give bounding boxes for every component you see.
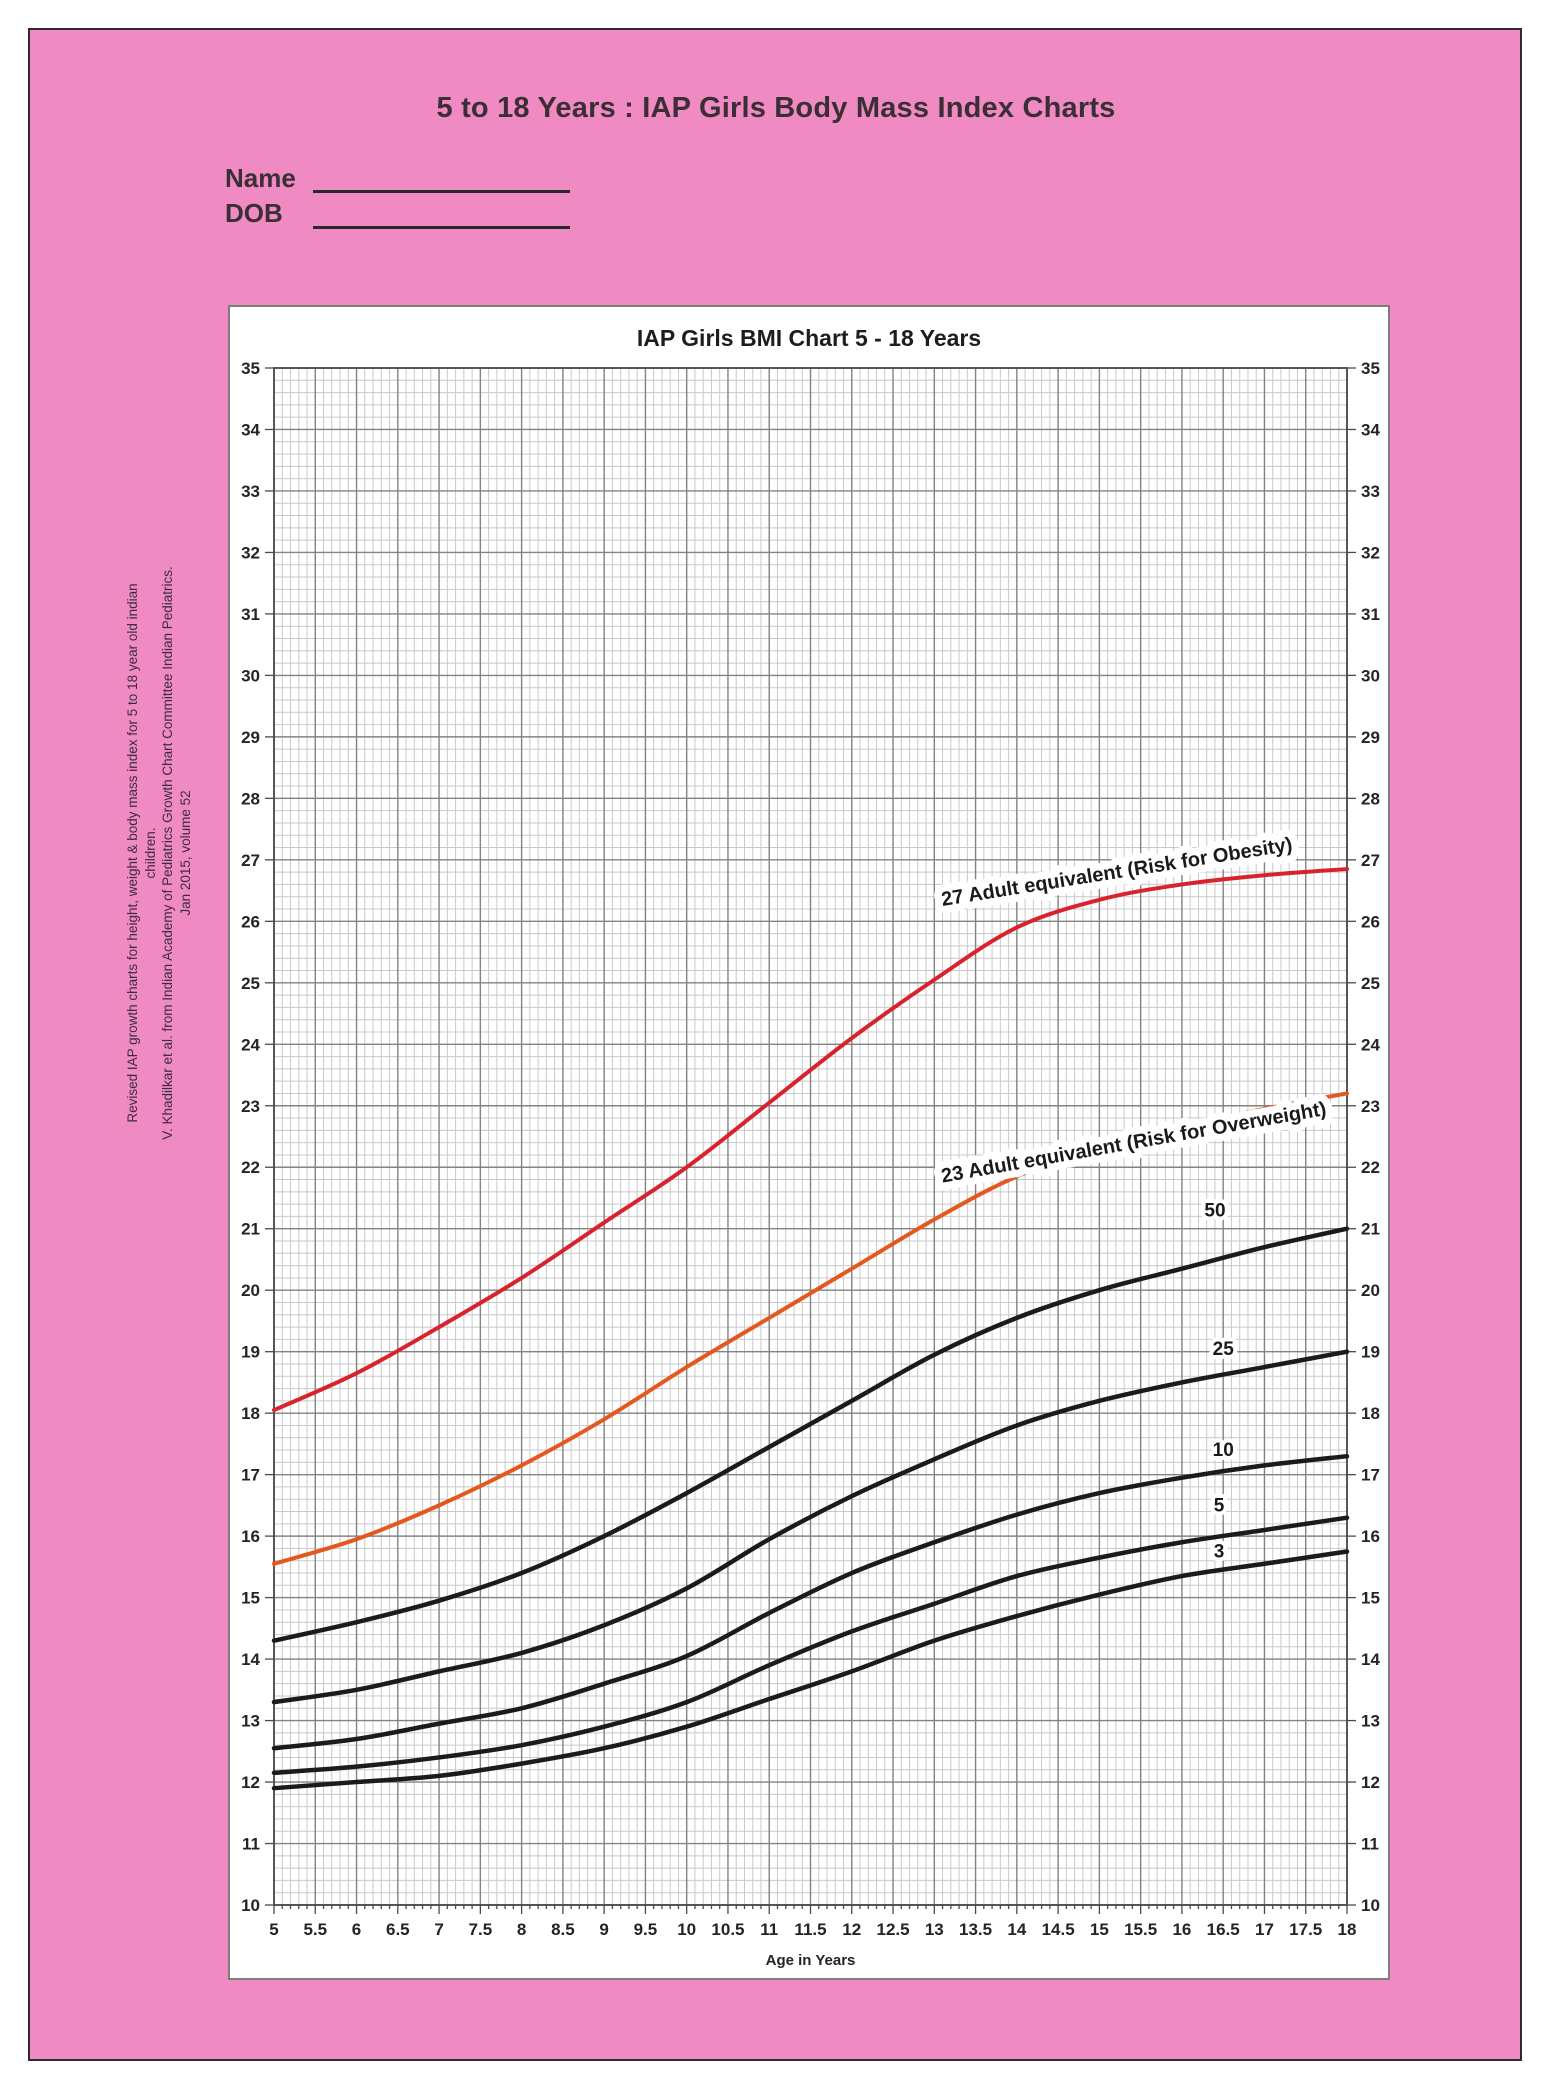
y-tick-label-left: 20	[241, 1281, 260, 1301]
y-tick-label-right: 15	[1361, 1588, 1380, 1608]
x-tick-label: 11	[760, 1920, 779, 1939]
x-tick-label: 12.5	[876, 1920, 910, 1939]
x-axis-title: Age in Years	[765, 1952, 856, 1969]
y-tick-label-right: 21	[1361, 1219, 1380, 1239]
curve-label-p25: 25	[1212, 1338, 1234, 1360]
y-tick-label-right: 31	[1361, 604, 1380, 624]
y-tick-label-left: 14	[241, 1650, 260, 1670]
x-tick-label: 7	[434, 1920, 444, 1939]
y-tick-label-left: 28	[241, 789, 260, 809]
x-tick-label: 12	[842, 1920, 862, 1939]
y-tick-label-left: 32	[241, 543, 260, 563]
x-tick-label: 10	[677, 1920, 697, 1939]
y-tick-label-right: 12	[1361, 1773, 1380, 1793]
y-tick-label-right: 16	[1361, 1527, 1380, 1547]
y-tick-label-right: 34	[1361, 420, 1380, 440]
y-tick-label-left: 21	[241, 1219, 260, 1239]
x-tick-label: 6	[351, 1920, 362, 1939]
y-tick-label-right: 14	[1361, 1650, 1380, 1670]
y-tick-label-left: 25	[241, 973, 260, 993]
chart-panel	[228, 305, 1390, 1980]
bmi-plot	[230, 307, 1392, 1982]
x-tick-label: 6.5	[385, 1920, 410, 1939]
page-title: 5 to 18 Years : IAP Girls Body Mass Index Charts	[436, 92, 1116, 124]
y-tick-label-right: 24	[1361, 1035, 1380, 1055]
dob-label: DOB	[225, 198, 283, 228]
x-tick-label: 9.5	[633, 1920, 658, 1939]
x-tick-label: 17	[1255, 1920, 1274, 1939]
citation-line-2: V. Khadilkar et al. from Indian Academy of Pediatrics Growth Chart Committee Indian Pediatrics. Jan 2015, volume 52	[160, 566, 193, 1140]
dob-blank-line	[313, 226, 570, 229]
y-tick-label-left: 15	[241, 1588, 260, 1608]
x-tick-label: 16.5	[1206, 1920, 1240, 1939]
x-tick-label: 14.5	[1041, 1920, 1075, 1939]
curve-label-p5: 5	[1213, 1495, 1225, 1517]
curve-label-p10: 10	[1212, 1440, 1234, 1462]
y-tick-label-right: 17	[1361, 1465, 1380, 1485]
y-tick-label-right: 13	[1361, 1711, 1380, 1731]
name-blank-line	[313, 190, 570, 193]
y-tick-label-right: 35	[1361, 359, 1380, 378]
y-tick-label-left: 17	[241, 1465, 260, 1485]
y-tick-label-right: 29	[1361, 727, 1380, 747]
name-label: Name	[225, 163, 296, 193]
x-tick-label: 8	[516, 1920, 527, 1939]
y-tick-label-right: 20	[1361, 1281, 1380, 1301]
x-tick-label: 5.5	[303, 1920, 328, 1939]
y-tick-label-right: 23	[1361, 1096, 1380, 1116]
y-tick-label-left: 18	[241, 1404, 260, 1424]
x-tick-label: 5	[269, 1920, 279, 1939]
y-tick-label-left: 12	[241, 1773, 260, 1793]
y-tick-label-left: 26	[241, 912, 260, 932]
citation-text	[124, 560, 194, 1146]
y-tick-label-left: 16	[241, 1527, 260, 1547]
y-tick-label-right: 28	[1361, 789, 1380, 809]
y-tick-label-left: 11	[242, 1834, 260, 1854]
y-tick-label-left: 24	[241, 1035, 260, 1055]
y-tick-label-right: 10	[1361, 1896, 1380, 1915]
y-tick-label-left: 13	[241, 1711, 260, 1731]
y-tick-label-left: 27	[241, 850, 260, 870]
x-tick-label: 16	[1172, 1920, 1192, 1939]
y-tick-label-right: 18	[1361, 1404, 1380, 1424]
y-tick-label-left: 31	[241, 604, 260, 624]
curve-label-adult23: 23 Adult equivalent (Risk for Overweight)	[939, 1098, 1328, 1188]
y-tick-label-right: 25	[1361, 973, 1380, 993]
y-tick-label-left: 33	[241, 481, 260, 501]
x-tick-label: 14	[1007, 1920, 1027, 1939]
y-tick-label-left: 19	[241, 1342, 260, 1362]
y-tick-label-right: 22	[1361, 1158, 1380, 1178]
y-tick-label-left: 10	[241, 1896, 260, 1915]
x-tick-label: 17.5	[1289, 1920, 1323, 1939]
y-tick-label-left: 30	[241, 666, 260, 686]
x-tick-label: 10.5	[711, 1920, 745, 1939]
y-tick-label-left: 29	[241, 727, 260, 747]
curve-label-p3: 3	[1213, 1541, 1225, 1563]
y-tick-label-right: 27	[1361, 850, 1380, 870]
y-tick-label-right: 26	[1361, 912, 1380, 932]
curve-label-p50: 50	[1204, 1200, 1226, 1222]
x-tick-label: 11.5	[794, 1920, 827, 1939]
y-tick-label-right: 32	[1361, 543, 1380, 563]
x-tick-label: 7.5	[468, 1920, 493, 1939]
curve-label-adult27: 27 Adult equivalent (Risk for Obesity)	[939, 833, 1294, 911]
x-tick-label: 8.5	[551, 1920, 575, 1939]
x-tick-label: 15	[1089, 1920, 1109, 1939]
y-tick-label-left: 22	[241, 1158, 260, 1178]
y-tick-label-right: 19	[1361, 1342, 1380, 1362]
x-tick-label: 18	[1337, 1920, 1357, 1939]
y-tick-label-right: 11	[1361, 1834, 1379, 1854]
x-tick-label: 13.5	[959, 1920, 993, 1939]
chart-title: IAP Girls BMI Chart 5 - 18 Years	[636, 325, 982, 351]
x-tick-label: 9	[599, 1920, 609, 1939]
x-tick-label: 13	[924, 1920, 944, 1939]
citation-line-1: Revised IAP growth charts for height, weight & body mass index for 5 to 18 year old indian children.	[125, 583, 158, 1123]
y-tick-label-left: 23	[241, 1096, 260, 1116]
y-tick-label-left: 34	[241, 420, 260, 440]
y-tick-label-left: 35	[241, 359, 260, 378]
x-tick-label: 15.5	[1124, 1920, 1158, 1939]
y-tick-label-right: 33	[1361, 481, 1380, 501]
y-tick-label-right: 30	[1361, 666, 1380, 686]
